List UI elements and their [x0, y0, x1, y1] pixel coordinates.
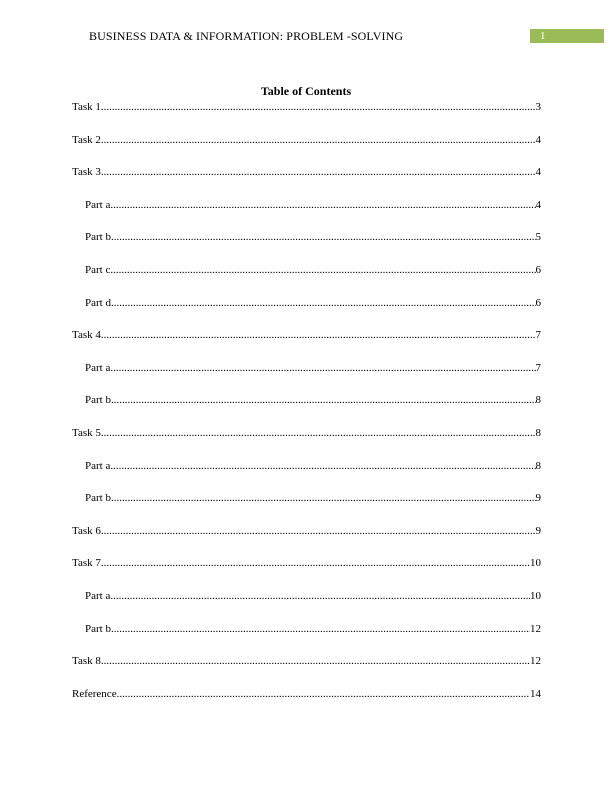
- toc-entry-label: Task 8: [72, 655, 101, 668]
- toc-entry[interactable]: [85, 230, 541, 244]
- toc-title: Table of Contents: [260, 84, 352, 98]
- toc-entry-page: 9: [535, 524, 541, 537]
- toc-dot-leader: [101, 654, 530, 668]
- toc-dot-leader: [111, 622, 530, 636]
- toc-dot-leader: [111, 393, 536, 407]
- running-header-title: BUSINESS DATA & INFORMATION: PROBLEM -SOLVING: [89, 29, 404, 43]
- page-number: 1: [540, 30, 546, 42]
- toc-entry[interactable]: [85, 393, 541, 407]
- toc-entry-page: 12: [530, 655, 541, 668]
- toc-entry[interactable]: [72, 687, 541, 701]
- toc-entry-page: 7: [535, 329, 541, 342]
- toc-dot-leader: [101, 100, 536, 114]
- toc-entry-page: 8: [535, 427, 541, 439]
- toc-entry-label: Part d: [85, 296, 111, 309]
- toc-entry[interactable]: [85, 491, 541, 505]
- toc-entry[interactable]: [72, 426, 541, 440]
- toc-entry-page: 4: [535, 166, 541, 179]
- toc-entry-label: Part a: [85, 198, 111, 211]
- toc-dot-leader: [101, 133, 536, 147]
- toc-entry[interactable]: [85, 198, 541, 212]
- toc-entry-page: 4: [535, 133, 541, 146]
- toc-entry[interactable]: [72, 100, 541, 114]
- toc-entry-label: Part a: [85, 459, 111, 472]
- toc-dot-leader: [111, 491, 536, 505]
- toc-entry-page: 8: [535, 459, 541, 472]
- toc-entry-page: 6: [535, 296, 541, 309]
- toc-dot-leader: [111, 230, 536, 244]
- toc-dot-leader: [110, 459, 535, 473]
- toc-entry-label: Task 5: [72, 427, 101, 439]
- toc-entry-page: 12: [530, 622, 541, 635]
- toc-dot-leader: [117, 687, 530, 701]
- toc-entry-label: Part a: [85, 361, 111, 374]
- toc-entry-label: Task 1: [72, 101, 101, 113]
- toc-entry-label: Task 2: [72, 133, 101, 146]
- toc-entry[interactable]: [85, 263, 541, 277]
- toc-entry[interactable]: [72, 556, 541, 570]
- toc-dot-leader: [110, 589, 530, 603]
- toc-entry-label: Part c: [85, 264, 111, 276]
- toc-dot-leader: [110, 198, 535, 212]
- toc-entry-label: Task 3: [72, 166, 101, 179]
- toc-dot-leader: [101, 328, 536, 342]
- toc-entry[interactable]: [72, 524, 541, 538]
- toc-entry[interactable]: [85, 296, 541, 310]
- toc-entry-page: 14: [530, 687, 541, 700]
- toc-entry-label: Reference: [72, 687, 117, 700]
- toc-entry-page: 4: [535, 198, 541, 211]
- toc-dot-leader: [101, 426, 536, 440]
- toc-entry-label: Task 4: [72, 329, 101, 342]
- toc-entry-label: Task 7: [72, 557, 101, 570]
- toc-dot-leader: [101, 556, 530, 570]
- toc-entry-page: 3: [535, 101, 541, 113]
- toc-dot-leader: [110, 263, 535, 277]
- toc-entry[interactable]: [85, 361, 541, 375]
- toc-dot-leader: [101, 165, 536, 179]
- page-number-badge: [530, 29, 604, 43]
- toc-entry-page: 9: [535, 492, 541, 505]
- toc-entry-label: Task 6: [72, 524, 101, 537]
- toc-entry-label: Part b: [85, 231, 111, 244]
- toc-entry[interactable]: [72, 165, 541, 179]
- toc-dot-leader: [110, 361, 535, 375]
- toc-entry[interactable]: [85, 622, 541, 636]
- toc-entry-page: 6: [535, 264, 541, 276]
- toc-dot-leader: [111, 296, 536, 310]
- toc-entry-label: Part b: [85, 394, 111, 407]
- toc-entry-page: 7: [535, 361, 541, 374]
- toc-entry-page: 5: [535, 231, 541, 244]
- toc-entry-label: Part a: [85, 590, 111, 602]
- toc-entry-page: 8: [535, 394, 541, 407]
- toc-entry[interactable]: [85, 459, 541, 473]
- toc-entry-page: 10: [530, 557, 541, 570]
- toc-entry[interactable]: [72, 328, 541, 342]
- toc-entry[interactable]: [72, 654, 541, 668]
- toc-entry-page: 10: [530, 590, 541, 602]
- toc-entry[interactable]: [85, 589, 541, 603]
- toc-entry[interactable]: [72, 133, 541, 147]
- toc-dot-leader: [101, 524, 536, 538]
- toc-entry-label: Part b: [85, 622, 111, 635]
- toc-entry-label: Part b: [85, 492, 111, 505]
